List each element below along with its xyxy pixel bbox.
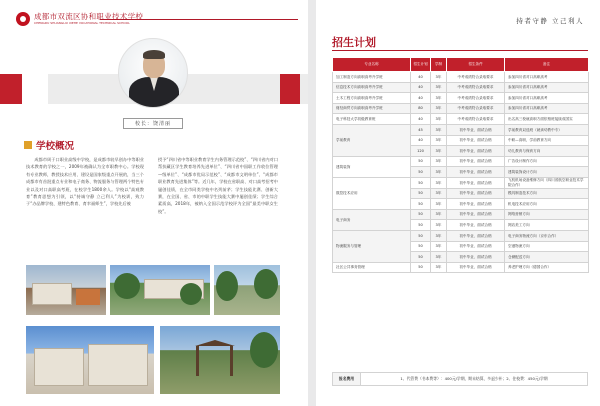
section-title: 学校概况 [36, 141, 75, 152]
years-cell: 3年 [431, 220, 447, 231]
column-header: 备注 [505, 58, 589, 72]
table-row [333, 103, 589, 114]
table-row [333, 156, 589, 167]
intro-column-2 [158, 156, 278, 215]
years-cell: 3年 [431, 93, 447, 104]
school-motto: 持者守静 立己利人 [516, 17, 584, 25]
note-cell: 机电技术应用方向 [505, 199, 589, 210]
note-cell: 网店美工方向 [505, 220, 589, 231]
years-cell: 3年 [431, 72, 447, 83]
condition-cell: 初中毕业、面试合格 [447, 156, 505, 167]
note-cell: 参加四川省对口高职高考 [505, 72, 589, 83]
note-cell: 建筑装饰设计方向 [505, 167, 589, 178]
condition-cell: 初中毕业、面试合格 [447, 199, 505, 210]
enrollment-table [332, 57, 589, 273]
condition-cell: 中考成绩符合录取要求 [447, 103, 505, 114]
plan-cell: 50 [411, 252, 431, 263]
condition-cell: 初中毕业、面试合格 [447, 188, 505, 199]
plan-cell: 120 [411, 146, 431, 157]
plan-cell: 40 [411, 93, 431, 104]
column-header: 招生条件 [447, 58, 505, 72]
note-cell: 养老护理方向（德国合作） [505, 262, 589, 273]
years-cell: 3年 [431, 199, 447, 210]
condition-cell: 初中毕业、面试合格 [447, 124, 505, 135]
years-cell: 3年 [431, 262, 447, 273]
condition-cell: 初中毕业、面试合格 [447, 262, 505, 273]
page-title: 招生计划 [332, 36, 376, 49]
principal-photo [118, 38, 188, 108]
plan-cell: 40 [411, 135, 431, 146]
table-row [333, 177, 589, 188]
years-cell: 3年 [431, 135, 447, 146]
years-cell: 3年 [431, 241, 447, 252]
table-row [333, 262, 589, 273]
note-cell: 电子商务物流方向（京东合作） [505, 230, 589, 241]
note-cell: 学前教育双选班（就读幼教中专） [505, 124, 589, 135]
condition-cell: 中考成绩符合录取要求 [447, 93, 505, 104]
table-row [333, 72, 589, 83]
plan-cell: 50 [411, 188, 431, 199]
note-cell: 参加四川省对口高职高考 [505, 103, 589, 114]
intro-column-1 [26, 156, 144, 208]
note-cell: 中职—高职，学前教育方向 [505, 135, 589, 146]
years-cell: 3年 [431, 188, 447, 199]
campus-photo [110, 265, 210, 315]
years-cell: 3年 [431, 252, 447, 263]
school-logo-icon [16, 12, 30, 26]
years-cell: 3年 [431, 209, 447, 220]
table-row [333, 93, 589, 104]
years-cell: 3年 [431, 156, 447, 167]
major-cell: 加工制造方向高职高考升学班 [333, 72, 411, 83]
condition-cell: 中考成绩符合录取要求 [447, 72, 505, 83]
major-cell: 建筑装饰 [333, 156, 411, 177]
section-square-icon [24, 141, 32, 149]
note-cell: 网络营销方向 [505, 209, 589, 220]
school-name-en: CHENGDU SHUANGLIU XIEHE VOCATIONAL TECHNICAL SCHOOL [34, 21, 130, 25]
major-cell: 物流服务与管理 [333, 230, 411, 262]
condition-cell: 中考成绩符合录取要求 [447, 82, 505, 93]
table-row [333, 124, 589, 135]
years-cell: 3年 [431, 124, 447, 135]
note-cell: 模具制造技术方向 [505, 188, 589, 199]
column-header: 学制 [431, 58, 447, 72]
plan-cell: 40 [411, 72, 431, 83]
plan-cell: 50 [411, 230, 431, 241]
plan-cell: 40 [411, 82, 431, 93]
plan-cell: 45 [411, 124, 431, 135]
major-cell: 信息技术方向高职高考升学班 [333, 82, 411, 93]
major-cell: 社区公共事务管理 [333, 262, 411, 273]
table-row [333, 209, 589, 220]
years-cell: 3年 [431, 114, 447, 125]
red-tab-decoration [280, 74, 300, 104]
years-cell: 3年 [431, 230, 447, 241]
plan-cell: 50 [411, 241, 431, 252]
note-cell: 飞机机场设备维修方向（四川省航空职业技术学院合作） [505, 177, 589, 188]
major-cell: 财经商贸方向高职高考升学班 [333, 103, 411, 114]
condition-cell: 初中毕业、面试合格 [447, 135, 505, 146]
campus-photo [26, 265, 106, 315]
plan-cell: 40 [411, 114, 431, 125]
plan-cell: 50 [411, 262, 431, 273]
years-cell: 3年 [431, 146, 447, 157]
major-cell: 电子商务 [333, 209, 411, 230]
note-cell: 广告设计制作方向 [505, 156, 589, 167]
note-cell: 空港物流方向 [505, 241, 589, 252]
years-cell: 3年 [431, 82, 447, 93]
note-cell: 仓储配送方向 [505, 252, 589, 263]
condition-cell: 中考成绩符合录取要求 [447, 114, 505, 125]
principal-caption: 校长：饶清丽 [123, 118, 183, 129]
table-row [333, 114, 589, 125]
plan-cell: 80 [411, 103, 431, 114]
major-cell: 土木工程方向高职高考升学班 [333, 93, 411, 104]
plan-cell: 50 [411, 177, 431, 188]
major-cell: 数控技术应用 [333, 177, 411, 209]
note-cell: 参加四川省对口高职高考 [505, 82, 589, 93]
condition-cell: 初中毕业、面试合格 [447, 241, 505, 252]
plan-cell: 50 [411, 167, 431, 178]
table-row [333, 82, 589, 93]
intro-paragraph: 授予“四川省中等职业教育学生内务管理示范校”、“四川省内对口帮扶藏区学生教育培养先进单位”、“四川省中国职工作收位管理—级单位”、“成都市优局示范校”、“成都市文明单位”、“成都市职业教育先进集体”等。近几年，学校在省职高、对口高考招考中屡创佳绩，在全市同类学校中名列前茅；学生技能比赛、创新大赛，在全国、省、市的中职学生技能大赛中屡创佳绩；学生综合素质高，2018年，被纳入全国示范学校评为全国“最美中职女生校”。 [158, 157, 278, 214]
column-header: 招生计划 [411, 58, 431, 72]
title-underline [332, 50, 588, 51]
condition-cell: 初中毕业、面试合格 [447, 220, 505, 231]
condition-cell: 初中毕业、面试合格 [447, 146, 505, 157]
condition-cell: 初中毕业、面试合格 [447, 230, 505, 241]
plan-cell: 50 [411, 199, 431, 210]
condition-cell: 初中毕业、面试合格 [447, 252, 505, 263]
table-row [333, 230, 589, 241]
years-cell: 3年 [431, 177, 447, 188]
note-cell: 参加四川省对口高职高考 [505, 93, 589, 104]
years-cell: 3年 [431, 167, 447, 178]
years-cell: 3年 [431, 103, 447, 114]
fee-row [332, 372, 588, 386]
header-divider [100, 19, 298, 20]
plan-cell: 50 [411, 156, 431, 167]
condition-cell: 初中毕业、面试合格 [447, 177, 505, 188]
major-cell: 学前教育 [333, 124, 411, 156]
major-cell: 电子科技大学初级教育班 [333, 114, 411, 125]
condition-cell: 初中毕业、面试合格 [447, 167, 505, 178]
condition-cell: 初中毕业、面试合格 [447, 209, 505, 220]
intro-paragraph: 成都市周于口职业高级中学校，是成都市较早创办中等职业技术教育的学校之一，2009年被确认为全市职教中心。学校现有专业教师，教授技术应用、建设是国家级重点开展的，当三个成都市有首批重点专业和电子商务、物流服务与管理两个特色专业以及对口高职高考班，在校学生1800余人。学校以“高观教育”教育思想为引领，以“持诚守静 立己利人”为校训，致力于“办品牌学校、建特色教育、育幸福师生”，学校先后被 [26, 157, 144, 207]
right-page [316, 0, 600, 406]
red-tab-decoration [0, 74, 22, 104]
note-cell: 幼儿教育与保育方向 [505, 146, 589, 157]
school-name: 成都市双流区协和职业技术学校 [34, 12, 144, 21]
campus-photo [26, 326, 154, 394]
plan-cell: 50 [411, 220, 431, 231]
campus-photo [214, 265, 280, 315]
column-header: 专业名称 [333, 58, 411, 72]
note-cell: 出名高三校就高职方面依格班接续成国实 [505, 114, 589, 125]
fee-text: 1、代管费（书本费等）：400元/学期，期末结算，多退少补；2、住校费：450元/学期 [400, 376, 548, 381]
campus-photo [160, 326, 280, 394]
plan-cell: 50 [411, 209, 431, 220]
fee-label: 报名费用 [333, 373, 361, 385]
